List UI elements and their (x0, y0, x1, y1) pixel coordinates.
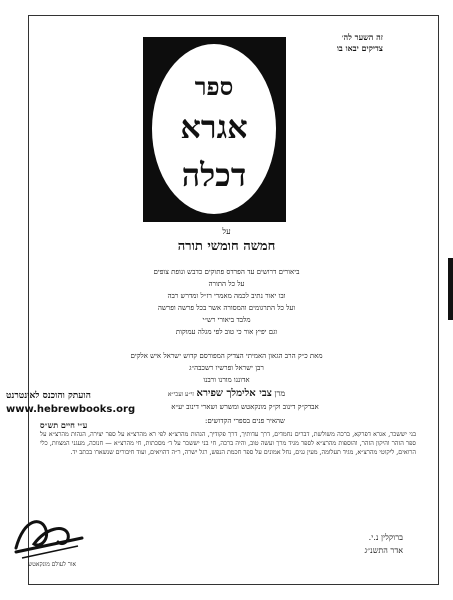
header-verse-line1: זה השער לה׳ (341, 32, 383, 42)
author-line5: אבדק״ק דינוב וק״ק מונקאטש ומשרש ושארי דינוב יע״א (171, 403, 319, 411)
description-line3: ובו יאור נתיב לכמה מאמרי רז״ל ומדרש רבה (167, 292, 286, 300)
title-word-sefer: ספר (194, 72, 234, 101)
subtitle-main: חמשה חומשי תורה (177, 239, 276, 254)
author-line2: רבן ישראל ופרשיו רשכבה״ג (189, 364, 264, 372)
author-line3: אדוננו מורנו ורבנו (203, 376, 250, 384)
description-line4: ועל כל התרגומים והמסורה אשר בכל פרשה ופרשה (157, 304, 296, 312)
description-line1: ביאורים דרושים עד הפרדס פתוקים כדבש ונופת צופים (153, 268, 300, 276)
books-paragraph: בני יששכר, אגרא דפרקא, ברכה משולשת, דברים נחמדים, דרך עדותיך, דרך פקודיך, הגהות מהרצ״א לפי רא מהרצ״א על ספר יצירה, הגהות מהרצ״א על ספר הזהר והיקון הזהר, והוספות מהרצ״א לספר מגיד מרך ועשה טוב, והיה ברכה, חי בני יששכר על ד׳ מסכתות, חי מהרצ״א — חנוכה, מעגני המצוות, כלי הרואים, ליקוטי מהרצ״א, מגיד תעלומה, מעין גנים, נחל אמונים על ספר חכמת הנפש, רגל ישרה, ר״ה דהויאים, ועוד חיבורים שנשארו בכתב יד. (40, 431, 416, 457)
title-word-agra: אגרא (180, 108, 248, 146)
subtitle-al: על (222, 227, 231, 236)
author-name-suffix: זי״ע ועכי״א (167, 391, 194, 398)
publisher-city: ברוקלין נ.י. (368, 533, 403, 542)
munkatch-logo (12, 508, 92, 570)
watermark-line1: הועתק והוכנס לאינטרנט (6, 391, 91, 401)
author-line6: שהאיר פנים בספרי הקדושים: (204, 417, 286, 425)
title-oval (152, 44, 276, 214)
header-verse-line2: צדיקים יבאו בו (336, 43, 383, 53)
title-word-dekala: דכלה (181, 156, 247, 194)
watermark-line3: ע״י חיים תש״ס (40, 420, 88, 430)
author-name-prefix: מרן (274, 389, 286, 398)
description-line2: על כל התורה (208, 280, 245, 288)
logo-text: אור לעולם מונקאטש (28, 561, 76, 568)
description-line5: מלבד ביאורי רש״י (202, 316, 251, 324)
author-line1: מאת כ״ק הרב הגאון האמיתי הצדיק המפורסם קדוש ישראל איש אלקים (130, 352, 323, 360)
scan-edge-mark (448, 258, 453, 320)
description-line6: וגם יפיץ אור כי טוב לפי מגלה עמוקות (175, 328, 278, 336)
author-name: צבי אלימלך שפירא (196, 388, 272, 399)
watermark-url: www.hebrewbooks.org (6, 404, 136, 415)
publisher-year: אדר התשנ״ג (364, 546, 403, 555)
